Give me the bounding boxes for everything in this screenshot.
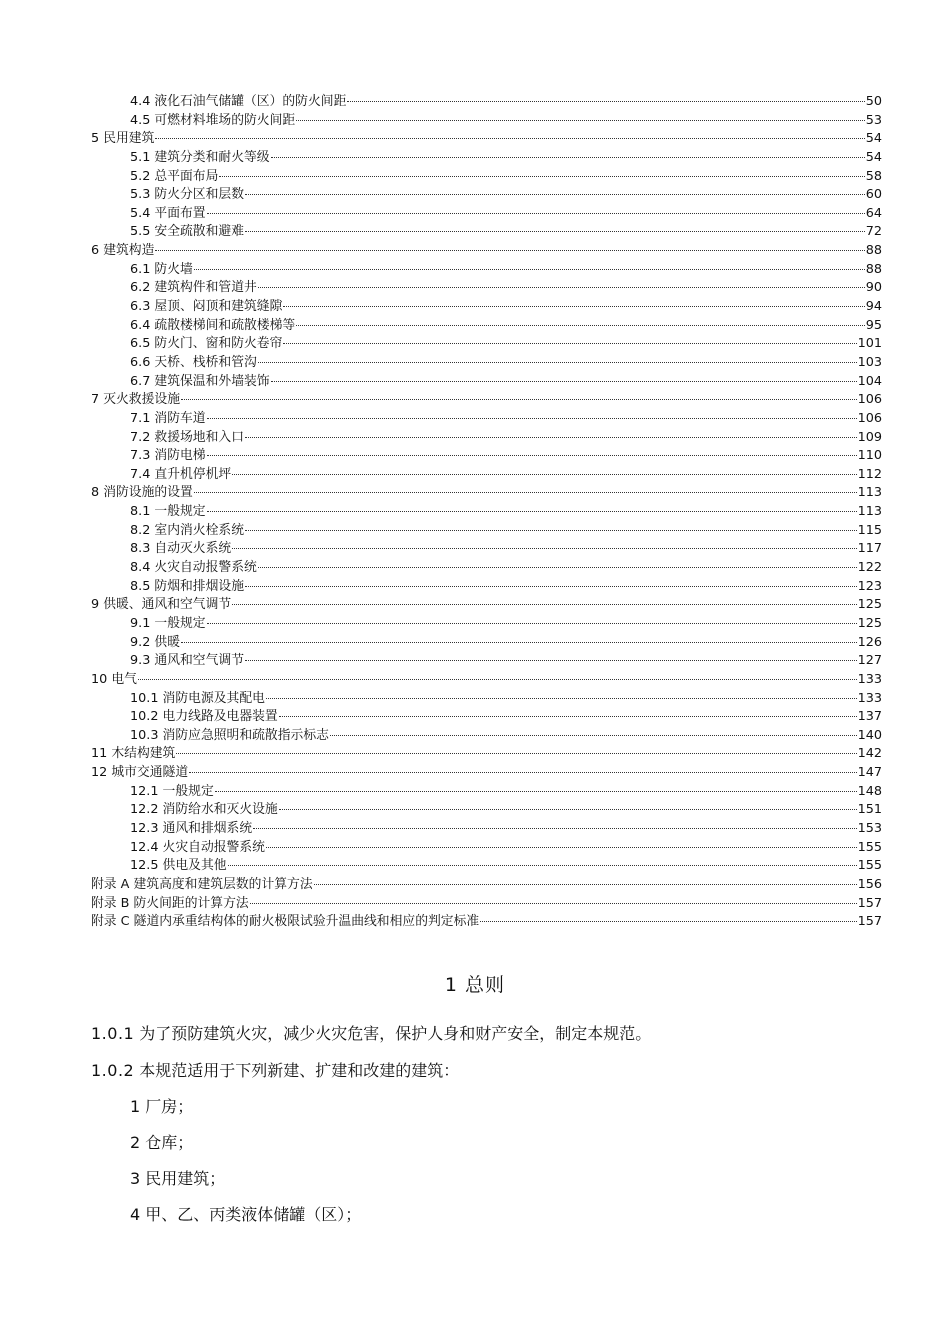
toc-page-number: 54 [865,149,882,165]
toc-entry-title: 7.3 消防电梯 [130,448,206,464]
list-item [130,1094,930,1120]
toc-entry[interactable] [91,783,882,802]
toc-entry-title: 8.1 一般规定 [130,504,206,520]
toc-entry-title: 5.4 平面布置 [130,205,206,221]
toc-entry-title: 附录 C 隧道内承重结构体的耐火极限试验升温曲线和相应的判定标准 [91,914,480,930]
toc-leader-dots [232,604,856,605]
clause-1-0-2 [91,1058,891,1084]
toc-page-number: 140 [857,727,882,743]
toc-entry[interactable] [91,335,882,354]
item-text: 仓库； [140,1133,194,1152]
toc-leader-dots [271,381,857,382]
item-text: 厂房； [140,1097,194,1116]
toc-entry[interactable] [91,223,882,242]
toc-page-number: 148 [857,783,882,799]
toc-entry-title: 6.5 防火门、窗和防火卷帘 [130,336,283,352]
toc-entry[interactable] [91,354,882,373]
toc-entry-title: 12.4 火灾自动报警系统 [130,839,265,855]
toc-page-number: 126 [857,634,882,650]
toc-entry-title: 6.2 建筑构件和管道井 [130,280,257,296]
clause-number: 1.0.1 [91,1024,135,1043]
toc-leader-dots [245,586,857,587]
toc-leader-dots [232,548,856,549]
toc-entry[interactable] [91,913,882,932]
toc-leader-dots [258,567,857,568]
toc-page-number: 53 [865,112,882,128]
toc-leader-dots [279,809,857,810]
toc-entry-title: 10.3 消防应急照明和疏散指示标志 [130,727,329,743]
toc-page-number: 109 [857,429,882,445]
toc-leader-dots [347,101,864,102]
clause-1-0-1 [91,1021,891,1047]
toc-entry-title: 8.5 防烟和排烟设施 [130,578,244,594]
toc-entry-title: 9 供暖、通风和空气调节 [91,597,232,613]
toc-entry[interactable] [91,242,882,261]
toc-entry[interactable] [91,447,882,466]
toc-leader-dots [228,865,857,866]
toc-leader-dots [194,492,857,493]
toc-page-number: 64 [865,205,882,221]
toc-leader-dots [207,511,857,512]
toc-leader-dots [250,903,857,904]
toc-leader-dots [314,884,857,885]
toc-page-number: 72 [865,224,882,240]
toc-page-number: 123 [857,578,882,594]
toc-entry[interactable] [91,317,882,336]
table-of-contents [91,93,882,932]
toc-entry[interactable] [91,671,882,690]
toc-entry[interactable] [91,168,882,187]
toc-entry-title: 9.2 供暖 [130,634,181,650]
toc-entry-title: 8.4 火灾自动报警系统 [130,560,257,576]
toc-leader-dots [245,530,857,531]
toc-entry[interactable] [91,279,882,298]
toc-page-number: 58 [865,168,882,184]
toc-page-number: 106 [857,410,882,426]
toc-entry-title: 7 灭火救援设施 [91,392,180,408]
toc-leader-dots [296,325,865,326]
toc-leader-dots [176,753,856,754]
toc-entry-title: 11 木结构建筑 [91,746,176,762]
toc-entry-title: 5.5 安全疏散和避难 [130,224,244,240]
toc-entry-title: 7.2 救援场地和入口 [130,429,244,445]
toc-entry-title: 8 消防设施的设置 [91,485,193,501]
toc-page-number: 155 [857,839,882,855]
toc-leader-dots [232,474,856,475]
item-number: 2 [130,1133,141,1152]
toc-entry-title: 6.7 建筑保温和外墙装饰 [130,373,270,389]
toc-entry[interactable] [91,503,882,522]
toc-entry-title: 7.4 直升机停机坪 [130,466,232,482]
toc-entry[interactable] [91,652,882,671]
toc-leader-dots [138,679,857,680]
clause-number: 1.0.2 [91,1061,135,1080]
toc-entry-title: 5.2 总平面布局 [130,168,219,184]
toc-entry-title: 6.6 天桥、栈桥和管沟 [130,354,257,370]
item-text: 民用建筑； [140,1169,226,1188]
toc-entry[interactable] [91,745,882,764]
toc-entry-title: 12.3 通风和排烟系统 [130,820,253,836]
toc-entry[interactable] [91,410,882,429]
toc-entry-title: 10 电气 [91,671,137,687]
toc-leader-dots [207,213,865,214]
toc-entry[interactable] [91,820,882,839]
toc-page-number: 157 [857,895,882,911]
toc-entry[interactable] [91,540,882,559]
clause-text: 为了预防建筑火灾，减少火灾危害，保护人身和财产安全，制定本规范。 [134,1024,652,1043]
toc-page-number: 54 [865,131,882,147]
toc-page-number: 155 [857,858,882,874]
toc-entry-title: 10.1 消防电源及其配电 [130,690,265,706]
toc-leader-dots [245,660,857,661]
toc-entry[interactable] [91,839,882,858]
toc-entry[interactable] [91,578,882,597]
toc-entry[interactable] [91,522,882,541]
toc-entry[interactable] [91,186,882,205]
toc-page-number: 153 [857,820,882,836]
toc-entry[interactable] [91,764,882,783]
toc-entry-title: 5.1 建筑分类和耐火等级 [130,149,270,165]
toc-entry-title: 12.5 供电及其他 [130,858,227,874]
toc-page-number: 88 [865,243,882,259]
list-item [130,1166,930,1192]
item-number: 3 [130,1169,141,1188]
toc-page-number: 95 [865,317,882,333]
toc-page-number: 113 [857,504,882,520]
toc-page-number: 110 [857,448,882,464]
toc-leader-dots [266,698,857,699]
toc-page-number: 104 [857,373,882,389]
toc-leader-dots [253,828,856,829]
toc-entry-title: 4.4 液化石油气储罐（区）的防火间距 [130,94,347,109]
toc-entry[interactable] [91,484,882,503]
toc-leader-dots [245,437,857,438]
toc-page-number: 103 [857,354,882,370]
toc-entry[interactable] [91,801,882,820]
toc-entry[interactable] [91,857,882,876]
toc-entry[interactable] [91,93,882,112]
list-item [130,1130,930,1156]
toc-leader-dots [271,157,865,158]
toc-entry[interactable] [91,466,882,485]
toc-page-number: 106 [857,392,882,408]
toc-entry[interactable] [91,708,882,727]
toc-entry-title: 7.1 消防车道 [130,410,206,426]
toc-entry[interactable] [91,149,882,168]
toc-leader-dots [207,418,857,419]
toc-entry-title: 6 建筑构造 [91,243,155,259]
toc-page-number: 147 [857,765,882,781]
toc-page-number: 122 [857,560,882,576]
toc-page-number: 90 [865,280,882,296]
toc-entry[interactable] [91,261,882,280]
toc-entry[interactable] [91,895,882,914]
toc-entry-title: 8.2 室内消火栓系统 [130,522,244,538]
toc-entry[interactable] [91,634,882,653]
toc-entry-title: 6.4 疏散楼梯间和疏散楼梯等 [130,317,296,333]
item-text: 甲、乙、丙类液体储罐（区）； [140,1205,362,1224]
toc-entry-title: 5.3 防火分区和层数 [130,187,244,203]
toc-page-number: 60 [865,187,882,203]
toc-page-number: 94 [865,299,882,315]
item-number: 4 [130,1205,141,1224]
toc-entry-title: 9.3 通风和空气调节 [130,653,244,669]
toc-leader-dots [245,194,865,195]
toc-page-number: 101 [857,336,882,352]
toc-page-number: 157 [857,914,882,930]
toc-leader-dots [296,120,865,121]
toc-entry[interactable] [91,876,882,895]
toc-entry[interactable] [91,130,882,149]
toc-page-number: 115 [857,522,882,538]
item-number: 1 [130,1097,141,1116]
toc-entry[interactable] [91,373,882,392]
toc-page-number: 156 [857,876,882,892]
toc-entry-title: 附录 B 防火间距的计算方法 [91,895,249,911]
toc-page-number: 88 [865,261,882,277]
toc-entry-title: 6.3 屋顶、闷顶和建筑缝隙 [130,299,283,315]
toc-entry-title: 附录 A 建筑高度和建筑层数的计算方法 [91,876,313,892]
toc-entry-title: 12 城市交通隧道 [91,765,189,781]
toc-leader-dots [194,269,865,270]
toc-entry-title: 12.1 一般规定 [130,783,214,799]
toc-entry[interactable] [91,727,882,746]
toc-entry[interactable] [91,391,882,410]
toc-page-number: 125 [857,615,882,631]
toc-leader-dots [215,791,857,792]
toc-leader-dots [219,176,864,177]
toc-leader-dots [279,716,857,717]
toc-leader-dots [207,623,857,624]
toc-page-number: 125 [857,597,882,613]
toc-entry[interactable] [91,690,882,709]
toc-entry-title: 6.1 防火墙 [130,261,193,277]
toc-leader-dots [258,362,857,363]
toc-leader-dots [181,642,857,643]
toc-entry-title: 4.5 可燃材料堆场的防火间距 [130,112,296,128]
toc-page-number: 112 [857,466,882,482]
toc-page-number: 133 [857,671,882,687]
toc-entry-title: 12.2 消防给水和灭火设施 [130,802,278,818]
toc-entry[interactable] [91,298,882,317]
toc-page-number: 127 [857,653,882,669]
toc-page-number: 117 [857,541,882,557]
toc-leader-dots [207,455,857,456]
toc-entry[interactable] [91,205,882,224]
clause-text: 本规范适用于下列新建、扩建和改建的建筑： [134,1061,460,1080]
toc-page-number: 151 [857,802,882,818]
list-item [130,1202,930,1228]
toc-leader-dots [155,250,864,251]
toc-leader-dots [480,921,856,922]
toc-leader-dots [330,735,857,736]
toc-page-number: 50 [865,94,882,109]
toc-entry-title: 10.2 电力线路及电器装置 [130,709,278,725]
toc-entry-title: 8.3 自动灭火系统 [130,541,232,557]
toc-entry-title: 5 民用建筑 [91,131,155,147]
toc-page-number: 133 [857,690,882,706]
toc-leader-dots [283,306,864,307]
toc-entry[interactable] [91,559,882,578]
toc-leader-dots [181,399,857,400]
toc-page-number: 142 [857,746,882,762]
toc-page-number: 113 [857,485,882,501]
toc-entry[interactable] [91,429,882,448]
toc-entry-title: 9.1 一般规定 [130,615,206,631]
chapter-title: 1 总则 [444,974,506,996]
toc-leader-dots [258,287,865,288]
toc-entry[interactable] [91,112,882,131]
toc-entry[interactable] [91,596,882,615]
toc-leader-dots [283,343,856,344]
toc-entry[interactable] [91,615,882,634]
toc-leader-dots [189,772,856,773]
toc-leader-dots [155,138,864,139]
toc-page-number: 137 [857,709,882,725]
toc-leader-dots [266,847,857,848]
toc-leader-dots [245,231,865,232]
